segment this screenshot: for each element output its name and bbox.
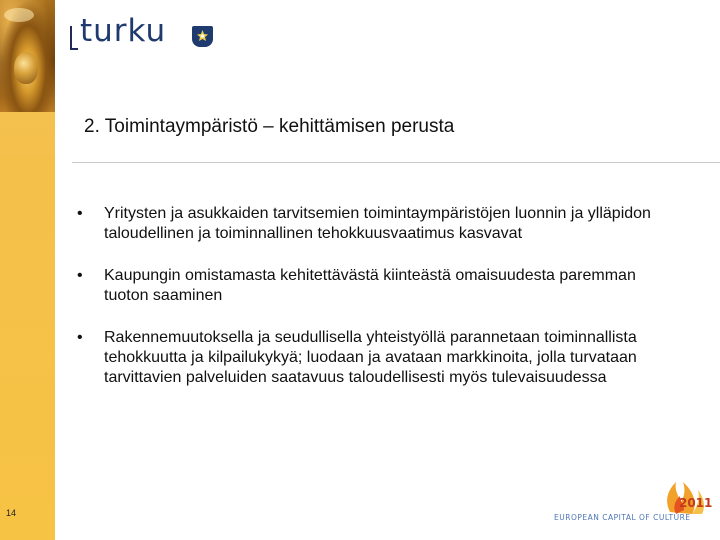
bullet-list bbox=[77, 204, 667, 388]
bullet-text: Yritysten ja asukkaiden tarvitsemien toimintaympäristöjen luonnin ja ylläpidon taloudellinen ja toiminnallinen tehokkuusvaatimus kasvavat bbox=[104, 205, 651, 242]
turku-crest-icon bbox=[192, 26, 213, 47]
badge-year: 2011 bbox=[679, 496, 713, 510]
list-item bbox=[77, 266, 667, 306]
bullet-symbol: • bbox=[77, 267, 83, 284]
logo-wordmark: turku bbox=[80, 13, 167, 49]
bullet-text: Rakennemuutoksella ja seudullisella yhteistyöllä parannetaan toiminnallista tehokkuutta ja kilpailukykyä; luodaan ja avataan markkinoita, jolla turvataan tarvittavien palveluiden saatavuus taloudellisesti myös tulevaisuudessa bbox=[104, 329, 637, 386]
bullet-symbol: • bbox=[77, 205, 83, 222]
page-number: 14 bbox=[6, 508, 17, 518]
logo-frame bbox=[70, 26, 78, 50]
decorative-side-strip bbox=[0, 0, 55, 540]
capital-of-culture-badge bbox=[552, 470, 720, 530]
bullet-text: Kaupungin omistamasta kehitettävästä kiinteästä omaisuudesta paremman tuoton saaminen bbox=[104, 267, 636, 304]
bullet-symbol: • bbox=[77, 329, 83, 346]
badge-caption: EUROPEAN CAPITAL OF CULTURE bbox=[554, 513, 691, 522]
list-item bbox=[77, 328, 667, 388]
turku-logo bbox=[70, 15, 220, 51]
photo-ornament bbox=[14, 52, 38, 84]
slide-title: 2. Toimintaympäristö – kehittämisen perusta bbox=[84, 116, 455, 137]
title-divider bbox=[72, 162, 720, 163]
header-photo bbox=[0, 0, 55, 112]
photo-highlight bbox=[4, 8, 34, 22]
list-item bbox=[77, 204, 667, 244]
